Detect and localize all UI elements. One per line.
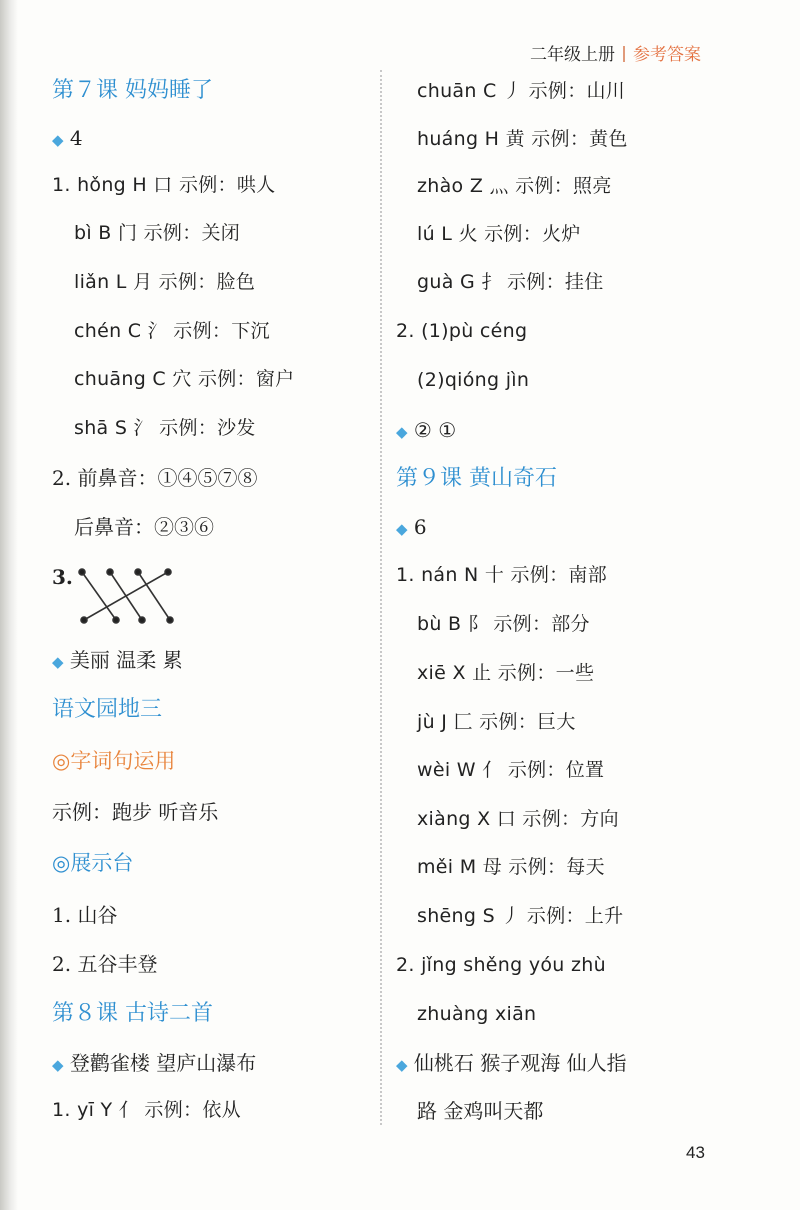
- words-text: 美丽 温柔 累: [69, 648, 183, 672]
- answer-line: xiàng X 口 示例：方向: [417, 808, 619, 830]
- stones-answer-cont: 路 金鸡叫天都: [417, 1099, 544, 1123]
- diamond-icon: ◆: [396, 520, 408, 538]
- matching-lines-diagram: [72, 566, 182, 628]
- lesson-9-title: 第９课 黄山奇石: [396, 466, 557, 491]
- answer-line: liǎn L 月 示例：脸色: [74, 271, 256, 293]
- yuwen-garden-title: 语文园地三: [52, 697, 163, 722]
- answer-line: měi M 母 示例：每天: [417, 856, 605, 878]
- words-answer: [52, 650, 183, 670]
- diamond-icon: ◆: [396, 1056, 408, 1074]
- lesson-7-title: 第７课 妈妈睡了: [52, 78, 213, 103]
- header-separator: [623, 46, 625, 62]
- answer-line: bì B 门 示例：关闭: [74, 222, 241, 244]
- stroke-answer-7: [52, 128, 83, 148]
- answer-line: bù B 阝 示例：部分: [417, 613, 590, 635]
- page-binding-edge: [0, 0, 18, 1210]
- stroke-answer-9: [396, 517, 427, 537]
- lesson-8-title: 第８课 古诗二首: [52, 1001, 213, 1026]
- page-header: [530, 40, 701, 65]
- answer-line: wèi W 亻 示例：位置: [417, 759, 605, 781]
- word-usage-answer: 示例：跑步 听音乐: [52, 800, 219, 824]
- front-nasal-answer: 2. 前鼻音：①④⑤⑦⑧: [52, 466, 258, 490]
- showcase-title: ◎展示台: [52, 851, 134, 875]
- order-answer: [396, 420, 456, 440]
- answer-line: jù J 匚 示例：巨大: [417, 711, 576, 733]
- word-usage-title: ◎字词句运用: [52, 749, 176, 773]
- answer-line: zhào Z 灬 示例：照亮: [417, 175, 612, 197]
- showcase-answer-1: 1. 山谷: [52, 903, 118, 927]
- column-divider: [380, 70, 382, 1125]
- back-nasal-answer: 后鼻音：②③⑥: [74, 515, 214, 539]
- page-number: 43: [686, 1143, 705, 1162]
- answer-line: lú L 火 示例：火炉: [417, 223, 581, 245]
- question-3-number: 3.: [52, 565, 73, 589]
- answer-line: chuāng C 穴 示例：窗户: [74, 368, 295, 390]
- answer-key-label: 参考答案: [633, 45, 701, 64]
- answer-line: shēng S 丿 示例：上升: [417, 905, 624, 927]
- answer-line: huáng H 黄 示例：黄色: [417, 128, 628, 150]
- diamond-icon: ◆: [52, 131, 64, 149]
- stroke-count: 6: [413, 515, 427, 539]
- diamond-icon: ◆: [396, 423, 408, 441]
- answer-line: 1. yī Y 亻 示例：依从: [52, 1099, 241, 1121]
- pinyin-answer-4: zhuàng xiān: [417, 1003, 537, 1025]
- answer-line: chuān C 丿 示例：山川: [417, 80, 626, 102]
- pinyin-answer-3: 2. jǐng shěng yóu zhù: [396, 954, 606, 976]
- answer-line: xiē X 止 示例：一些: [417, 662, 595, 684]
- answer-line: 1. hǒng H 口 示例：哄人: [52, 174, 276, 196]
- grade-label: 二年级上册: [530, 45, 615, 64]
- stones-answer: [396, 1053, 627, 1073]
- stroke-count: 4: [69, 126, 83, 150]
- pinyin-answer-2: (2)qióng jìn: [417, 369, 530, 391]
- stones-text: 仙桃石 猴子观海 仙人指: [413, 1051, 627, 1075]
- diamond-icon: ◆: [52, 653, 64, 671]
- poems-answer: [52, 1053, 256, 1073]
- showcase-answer-2: 2. 五谷丰登: [52, 952, 158, 976]
- pinyin-answer-1: 2. (1)pù céng: [396, 320, 528, 342]
- answer-line: 1. nán N 十 示例：南部: [396, 564, 608, 586]
- answer-line: shā S 氵 示例：沙发: [74, 417, 256, 439]
- answer-line: guà G 扌 示例：挂住: [417, 271, 604, 293]
- answer-line: chén C 氵 示例：下沉: [74, 320, 270, 342]
- diamond-icon: ◆: [52, 1056, 64, 1074]
- order-text: ② ①: [413, 418, 457, 442]
- poems-text: 登鹳雀楼 望庐山瀑布: [69, 1051, 257, 1075]
